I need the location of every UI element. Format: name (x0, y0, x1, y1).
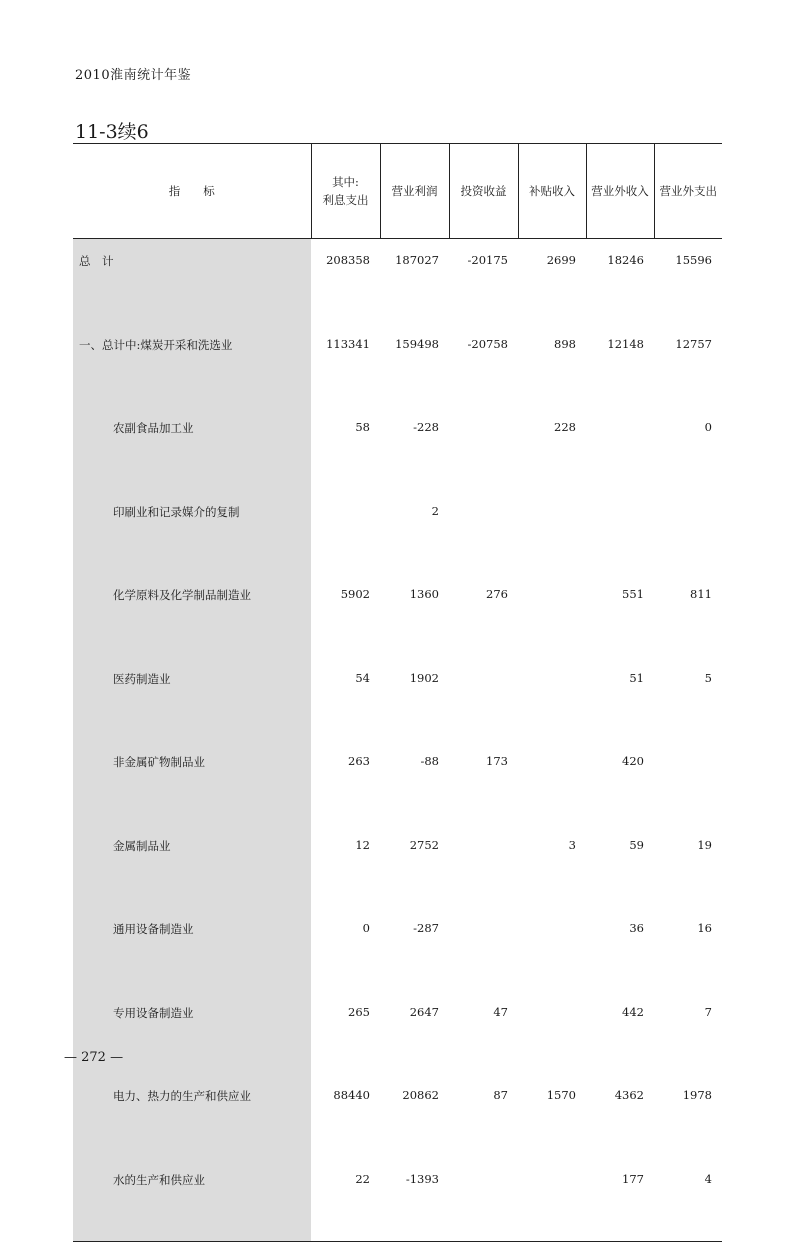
column-header-interest-expense (311, 144, 380, 239)
table-cell (586, 406, 654, 490)
table-cell: -1393 (380, 1158, 449, 1242)
table-cell (449, 1158, 518, 1242)
table-cell: 2 (431, 503, 439, 518)
table-row (73, 1158, 722, 1242)
table-cell: 59 (629, 837, 644, 852)
column-header-text: 其中: 利息支出 (322, 175, 369, 207)
table-cell: -20175 (467, 253, 508, 267)
row-label: 农副食品加工业 (73, 406, 311, 490)
table-cell: -88 (420, 754, 439, 768)
table-cell: 47 (493, 1004, 508, 1019)
table-cell: -20758 (467, 336, 508, 351)
table-cell (518, 573, 586, 657)
table-cell: 442 (622, 1004, 644, 1019)
table-cell (518, 1158, 586, 1242)
table-cell (311, 490, 380, 574)
table-cell: -287 (413, 921, 439, 935)
table-cell: 4 (654, 1158, 722, 1242)
table-cell (449, 824, 518, 908)
table-cell: 1570 (546, 1088, 576, 1102)
table-cell (518, 490, 586, 574)
table-title: 11-3续6 (75, 121, 149, 143)
table-cell: 58 (355, 420, 370, 434)
table-cell (586, 490, 654, 574)
column-header-subsidy-income: 补贴收入 (518, 144, 586, 239)
table-cell: 12148 (607, 336, 644, 351)
table-cell: 0 (704, 420, 712, 434)
table-cell: 159498 (395, 336, 439, 351)
table-cell: 1360 (409, 587, 439, 601)
table-cell: 551 (622, 587, 644, 601)
table-cell: 276 (486, 587, 508, 601)
table-cell: 18246 (607, 253, 644, 267)
table-cell (449, 907, 518, 991)
table-cell: 173 (486, 754, 508, 768)
table-header-row (73, 144, 722, 239)
column-header-operating-profit: 营业利润 (380, 144, 449, 239)
table-cell: 16 (697, 921, 712, 935)
column-header-non-operating-expense: 营业外支出 (654, 144, 722, 239)
table-cell: 5902 (340, 587, 370, 601)
table-cell (449, 406, 518, 490)
table-cell: 228 (554, 420, 576, 434)
table-cell (518, 740, 586, 824)
table-row (73, 406, 722, 490)
row-label: 水的生产和供应业 (73, 1158, 311, 1242)
table-row (73, 239, 722, 323)
table-cell: 1902 (409, 670, 439, 685)
table-row (73, 573, 722, 657)
table-cell: 36 (629, 921, 644, 935)
table-cell: 2699 (546, 253, 576, 267)
table-cell: 208358 (326, 253, 370, 267)
table-cell: 12757 (675, 336, 712, 351)
table-row (73, 740, 722, 824)
table-row (73, 490, 722, 574)
table-cell: 187027 (395, 253, 439, 267)
table-cell: 7 (704, 1004, 712, 1019)
table-cell (518, 657, 586, 741)
row-label: 化学原料及化学制品制造业 (73, 573, 311, 657)
row-label: 一、总计中:煤炭开采和洗选业 (73, 323, 311, 407)
page-number: — 272 — (64, 1050, 124, 1065)
row-label: 金属制品业 (73, 824, 311, 908)
table-cell: 2647 (409, 1004, 439, 1019)
table-cell: 113341 (326, 336, 370, 351)
table-body (73, 239, 722, 1242)
table-row (73, 824, 722, 908)
column-header-non-operating-income: 营业外收入 (586, 144, 654, 239)
table-cell (518, 991, 586, 1075)
table-cell: 263 (348, 754, 370, 768)
table-cell: 1978 (682, 1088, 712, 1102)
table-cell: 20862 (402, 1088, 439, 1102)
column-header-investment-income: 投资收益 (449, 144, 518, 239)
row-label: 总 计 (73, 239, 311, 323)
table-cell: 19 (697, 837, 712, 852)
statistics-table (73, 143, 722, 1242)
table-cell (518, 907, 586, 991)
table-cell (654, 740, 722, 824)
table-row (73, 657, 722, 741)
table-cell: 88440 (333, 1088, 370, 1102)
table-cell: 420 (622, 754, 644, 768)
table-cell: 177 (586, 1158, 654, 1242)
table-cell: 898 (554, 336, 576, 351)
table-cell (449, 657, 518, 741)
table-cell: -228 (413, 420, 439, 434)
table-cell: 265 (348, 1004, 370, 1019)
table-row (73, 991, 722, 1075)
table-cell: 2752 (409, 837, 439, 852)
row-label: 印刷业和记录媒介的复制 (73, 490, 311, 574)
table-cell: 22 (311, 1158, 380, 1242)
table-cell (449, 490, 518, 574)
table-cell (654, 490, 722, 574)
table-cell: 15596 (675, 253, 712, 267)
table-cell: 811 (690, 587, 712, 601)
table-row (73, 907, 722, 991)
table-cell: 0 (362, 921, 370, 935)
table-cell: 5 (704, 670, 712, 685)
table-cell: 54 (355, 670, 370, 685)
table-row (73, 1074, 722, 1158)
table-cell: 3 (568, 837, 576, 852)
table-cell: 51 (629, 670, 644, 685)
running-header: 2010淮南统计年鉴 (75, 68, 192, 83)
row-label: 专用设备制造业 (73, 991, 311, 1075)
table-cell: 12 (355, 837, 370, 852)
table-row (73, 323, 722, 407)
table-cell: 87 (493, 1088, 508, 1102)
row-label: 非金属矿物制品业 (73, 740, 311, 824)
table-cell: 4362 (614, 1088, 644, 1102)
column-header-indicator: 指 标 (73, 144, 311, 239)
row-label: 医药制造业 (73, 657, 311, 741)
row-label: 通用设备制造业 (73, 907, 311, 991)
row-label: 电力、热力的生产和供应业 (73, 1074, 311, 1158)
